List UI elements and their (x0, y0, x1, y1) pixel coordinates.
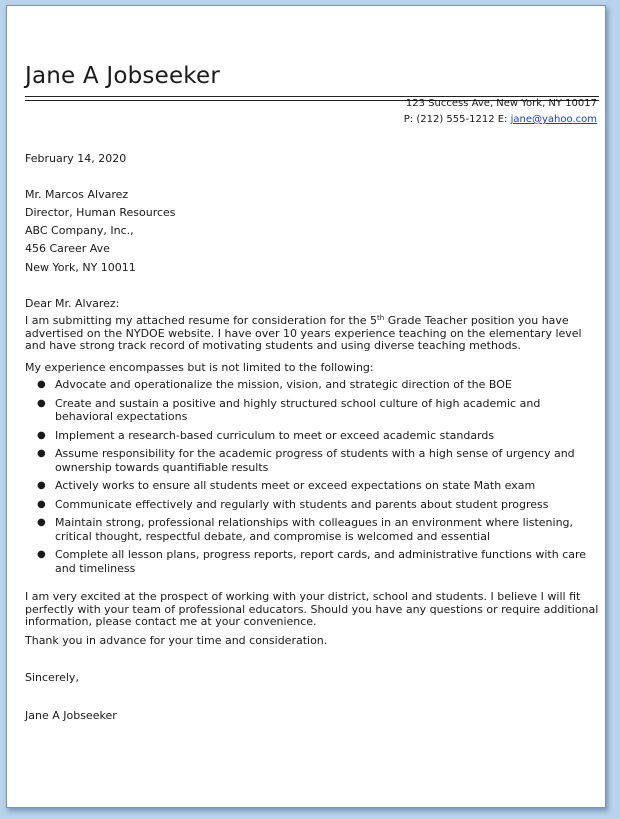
experience-lead: My experience encompasses but is not limited to the following: (25, 361, 374, 374)
closing-paragraph: I am very excited at the prospect of working with your district, school and students. I believe I will fit perfectly with your team of professional educators. Should you have any questions or require additional information, please contact me at your convenience. (25, 590, 599, 628)
salutation: Dear Mr. Alvarez: (25, 297, 120, 310)
sender-email-link[interactable]: jane@yahoo.com (510, 114, 597, 125)
sender-phone: P: (212) 555-1212 E: (403, 114, 511, 125)
list-item (25, 516, 595, 543)
signoff: Sincerely, (25, 671, 79, 684)
intro-paragraph (25, 315, 605, 353)
recipient-name: Mr. Marcos Alvarez (25, 188, 129, 201)
list-item (25, 429, 595, 443)
list-item (25, 378, 595, 392)
signature-name: Jane A Jobseeker (25, 709, 117, 722)
intro-text-start: I am submitting my attached resume for consideration for the 5 (25, 314, 378, 327)
list-item (25, 498, 595, 512)
list-item (25, 548, 595, 575)
letter-page (6, 5, 606, 808)
list-item (25, 397, 595, 424)
intro-superscript: th (377, 314, 385, 322)
bullet-icon: ● (37, 397, 46, 409)
sender-name-heading: Jane A Jobseeker (25, 63, 221, 89)
bullet-icon: ● (37, 498, 46, 510)
sender-address: 123 Success Ave, New York, NY 10017 (405, 98, 597, 109)
thanks-line: Thank you in advance for your time and consideration. (25, 634, 328, 647)
list-item-text: Implement a research-based curriculum to meet or exceed academic standards (55, 428, 495, 442)
intro-text-end: Grade Teacher position you have advertised on the NYDOE website. I have over 10 years experience teaching on the elementary level and have strong track record of motivating students and using diverse teaching methods. (25, 314, 582, 352)
list-item-text: Communicate effectively and regularly with students and parents about student progress (55, 497, 549, 511)
bullet-icon: ● (37, 448, 46, 459)
header-rule-top (25, 96, 599, 97)
list-item-text: Maintain strong, professional relationships with colleagues in an environment where listening, critical thought, respectful debate, and compromise is welcomed and essential (55, 516, 574, 543)
list-item-text: Actively works to ensure all students meet or exceed expectations on state Math exam (55, 479, 536, 492)
recipient-street: 456 Career Ave (25, 242, 110, 255)
letter-date: February 14, 2020 (25, 152, 127, 165)
bullet-icon: ● (37, 480, 46, 491)
bullet-icon: ● (37, 379, 46, 390)
list-item (25, 479, 595, 493)
sender-contact-line (404, 114, 597, 125)
list-item-text: Assume responsibility for the academic progress of students with a high sense of urgency and ownership towards quantifiable results (55, 447, 575, 474)
list-item-text: Advocate and operationalize the mission, vision, and strategic direction of the BOE (55, 378, 512, 391)
recipient-company: ABC Company, Inc., (25, 224, 134, 237)
recipient-title: Director, Human Resources (25, 206, 176, 219)
list-item-text: Create and sustain a positive and highly structured school culture of high academic and behavioral expectations (55, 396, 541, 423)
bullet-icon: ● (37, 549, 46, 560)
list-item-text: Complete all lesson plans, progress reports, report cards, and administrative functions with care and timeliness (55, 548, 587, 575)
recipient-city: New York, NY 10011 (25, 261, 136, 274)
experience-list (25, 378, 595, 580)
bullet-icon: ● (37, 517, 46, 528)
list-item (25, 447, 595, 474)
bullet-icon: ● (37, 429, 46, 441)
